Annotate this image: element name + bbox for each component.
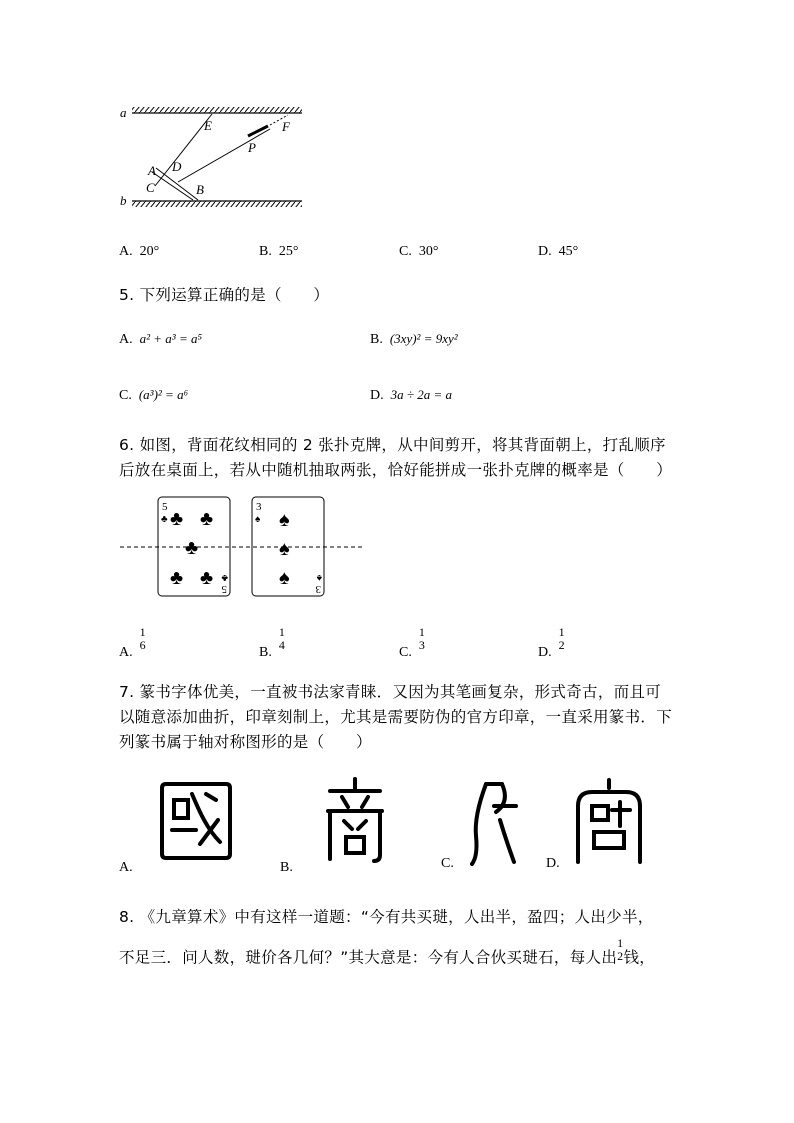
seal-glyph-d	[572, 776, 646, 866]
label-e: E	[204, 118, 212, 133]
pen-p	[248, 126, 268, 136]
label-c: C	[146, 180, 155, 195]
q6-option-c-letter: C.	[399, 645, 412, 661]
q4-option-b-letter: B.	[259, 244, 272, 259]
q6-option-b[interactable]	[259, 625, 285, 661]
q6-a-denominator: 6	[139, 638, 146, 652]
label-d: D	[172, 159, 182, 174]
q5-option-c-expr: (a³)² = a⁶	[138, 387, 189, 402]
seal-glyph-a	[158, 778, 234, 864]
card-2-rank: 3	[256, 501, 262, 513]
q7-option-c[interactable]: C.	[441, 856, 454, 871]
q6-c-denominator: 3	[418, 638, 425, 652]
q4-option-c-text: 30°	[418, 244, 439, 259]
label-b: b	[120, 193, 127, 208]
q6-b-denominator: 4	[278, 638, 285, 652]
card-1-rank: 5	[162, 501, 168, 513]
q6-option-d-fraction	[559, 626, 565, 652]
card-2-small-suit: ♠	[255, 514, 261, 525]
card-2-rank-bottom: 3	[315, 583, 321, 595]
club-pip-3: ♣	[185, 537, 199, 559]
q5-option-a[interactable]	[119, 331, 202, 348]
q5-stem: 5. 下列运算正确的是（ ）	[119, 286, 330, 304]
q7-option-d[interactable]: D.	[546, 856, 560, 871]
q6-option-b-fraction	[279, 626, 285, 652]
q4-option-c[interactable]	[399, 244, 438, 260]
q6-stem-line1: 6. 如图，背面花纹相同的 2 张扑克牌，从中间剪开，将其背面朝上，打乱顺序	[119, 436, 666, 454]
label-capital-b: B	[196, 182, 204, 197]
q8-fraction	[617, 937, 623, 963]
spade-pip-2: ♠	[279, 538, 290, 560]
q4-option-d[interactable]	[538, 244, 578, 260]
q6-stem-line2: 后放在桌面上，若从中随机抽取两张，恰好能拼成一张扑克牌的概率是（ ）	[119, 461, 673, 479]
q6-d-numerator: 1	[558, 625, 565, 639]
q4-option-a-text: 20°	[139, 244, 160, 259]
q6-option-c[interactable]	[399, 625, 425, 661]
seal-glyph-b	[322, 775, 388, 867]
line-a-hatching	[132, 107, 302, 113]
q4-option-a[interactable]	[119, 244, 159, 260]
q8-line2	[119, 936, 656, 971]
q5-option-b[interactable]	[370, 331, 458, 348]
q5-option-a-letter: A.	[119, 332, 133, 347]
q7-line1: 7. 篆书字体优美，一直被书法家青睐．又因为其笔画复杂，形式奇古，而且可	[119, 683, 662, 701]
q5-option-b-letter: B.	[370, 332, 383, 347]
q5-option-a-expr: a² + a³ = a⁵	[139, 331, 202, 346]
q6-b-numerator: 1	[278, 625, 285, 639]
club-pip-4: ♣	[170, 567, 184, 589]
q4-option-a-letter: A.	[119, 244, 133, 259]
q6-option-a[interactable]	[119, 625, 146, 661]
q5-option-c[interactable]	[119, 387, 188, 404]
label-a: a	[120, 105, 127, 120]
q6-option-a-fraction	[140, 626, 146, 652]
spade-pip-3: ♠	[279, 567, 290, 589]
q8-line2-tail: 钱，	[623, 948, 656, 967]
q4-option-d-text: 45°	[558, 244, 579, 259]
q4-option-b[interactable]	[259, 244, 298, 260]
q6-option-c-fraction	[419, 626, 425, 652]
q4-option-c-letter: C.	[399, 244, 412, 259]
q6-a-numerator: 1	[139, 625, 146, 639]
q8-line1: 8. 《九章算术》中有这样一道题：“今有共买琎，人出半，盈四；人出少半，	[119, 908, 654, 926]
q6-option-b-letter: B.	[259, 645, 272, 661]
card-2-small-suit-bottom: ♠	[316, 572, 322, 583]
q6-option-d-letter: D.	[538, 645, 552, 661]
q5-option-b-expr: (3xy)² = 9xy²	[389, 331, 458, 346]
q4-option-d-letter: D.	[538, 244, 552, 259]
card-1-small-suit-bottom: ♣	[221, 572, 228, 583]
label-p: P	[248, 140, 256, 155]
label-capital-a: A	[148, 163, 156, 178]
q8-fraction-denominator: 2	[617, 949, 624, 963]
question-4-figure	[110, 100, 320, 215]
card-1-rank-bottom: 5	[221, 583, 227, 595]
club-pip-2: ♣	[200, 508, 214, 530]
line-b-hatching	[132, 201, 302, 207]
q6-cards-figure	[115, 492, 365, 602]
q8-fraction-numerator: 1	[617, 936, 624, 950]
club-pip-5: ♣	[200, 567, 214, 589]
q5-option-d[interactable]	[370, 387, 452, 404]
card-1-small-suit: ♣	[161, 514, 168, 525]
q4-option-b-text: 25°	[278, 244, 299, 259]
q7-line2: 以随意添加曲折，印章刻制上，尤其是需要防伪的官方印章，一直采用篆书．下	[119, 708, 673, 726]
label-f: F	[282, 119, 290, 134]
ray-dpf	[178, 129, 270, 182]
q7-option-b[interactable]: B.	[280, 860, 293, 875]
q5-option-d-expr: 3a ÷ 2a = a	[390, 387, 453, 402]
q6-d-denominator: 2	[558, 638, 565, 652]
q5-option-c-letter: C.	[119, 388, 132, 403]
q7-option-a[interactable]: A.	[119, 860, 133, 875]
q8-line2-text: 不足三．问人数，琎价各几何？”其大意是：今有人合伙买琎石，每人出	[119, 948, 618, 967]
seal-glyph-c	[466, 776, 526, 868]
q6-c-numerator: 1	[418, 625, 425, 639]
spade-pip-1: ♠	[279, 509, 290, 531]
q6-option-a-letter: A.	[119, 645, 133, 661]
q5-option-d-letter: D.	[370, 388, 384, 403]
mirror-ab-1	[152, 172, 193, 200]
q6-option-d[interactable]	[538, 625, 565, 661]
club-pip-1: ♣	[170, 508, 184, 530]
q7-line3: 列篆书属于轴对称图形的是（ ）	[119, 733, 372, 751]
